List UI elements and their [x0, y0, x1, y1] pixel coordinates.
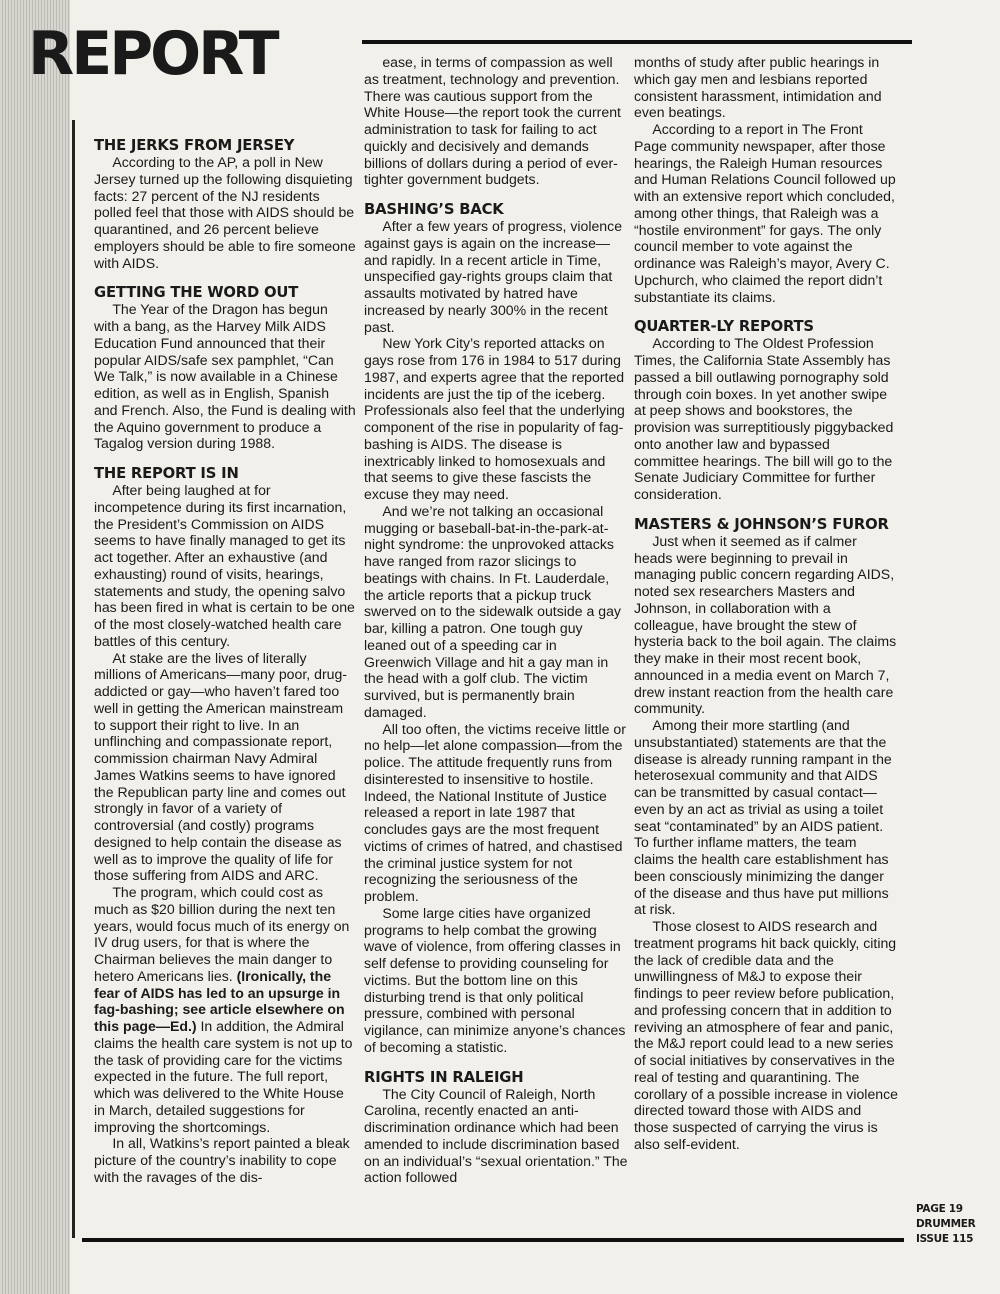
paragraph-text: In addition, the Admiral claims the health care system is not up to the task of providing care for the victims expected in the future. The full report, which was delivered to the White House in March, detailed suggestions for improving the shortcomings. [94, 1018, 353, 1135]
article-paragraph [364, 503, 628, 721]
page-spine-shadow [0, 0, 70, 1294]
article-paragraph [364, 905, 628, 1056]
page-folio [916, 1202, 996, 1247]
paragraph-text: months of study after public hearings in which gay men and lesbians reported consistent harassment, intimidation and even beatings. [634, 54, 882, 121]
paragraph-text: Some large cities have organized programs to help combat the growing wave of violence, from offering classes in self defense to providing counseling for victims. But the bottom line on this disturbing trend is that only political pressure, combined with personal vigilance, can minimize anyone’s chances of becoming a statistic. [364, 904, 626, 1055]
editor-note: (Ironically, the fear of AIDS has led to an upsurge in fag-bashing; see article elsewhere on this page—Ed.) [94, 967, 345, 1034]
paragraph-text: According to a report in The Front Page community newspaper, after those hearings, the Raleigh Human resources and Human Relations Council followed up with an extensive report which concluded, among other things, that Raleigh was a “hostile environment” for gays. The only council member to vote against the ordinance was Raleigh’s mayor, Avery C. Upchurch, who claimed the report didn’t substantiate its claims. [634, 121, 896, 305]
section-heading: QUARTER-LY REPORTS [634, 318, 814, 336]
section-heading: THE JERKS FROM JERSEY [94, 137, 295, 154]
section-heading: MASTERS & JOHNSON’S FUROR [634, 515, 889, 533]
article-paragraph [94, 884, 356, 1135]
section-heading: GETTING THE WORD OUT [94, 284, 299, 302]
paragraph-text: ease, in terms of compassion as well as treatment, technology and prevention. There was cautious support from the White House—the report took the current administration to task for failing to act quickly and decisively and demands billions of dollars during a period of ever-tighter government budgets. [364, 54, 621, 188]
section-gap [94, 271, 356, 284]
article-paragraph [94, 154, 356, 271]
section-gap [364, 1056, 628, 1069]
paragraph-text: In all, Watkins’s report painted a bleak picture of the country’s inability to cope with the ravages of the dis- [94, 1135, 350, 1185]
left-column-rule [72, 120, 75, 1238]
article-paragraph [364, 1086, 628, 1187]
article-paragraph [364, 218, 628, 335]
section-gap [634, 305, 898, 318]
paragraph-text: The program, which could cost as much as $20 billion during the next ten years, would focus much of its energy on IV drug users, for that is where the Chairman believes the main danger to hetero Americans lies. [94, 884, 350, 984]
section-gap [364, 188, 628, 201]
article-column-2 [364, 54, 628, 1186]
article-paragraph [364, 54, 628, 188]
article-column-1 [94, 137, 356, 1186]
top-rule [362, 40, 912, 44]
paragraph-text: The City Council of Raleigh, North Carolina, recently enacted an anti-discrimination ordinance which had been amended to include discrimination based on an individual’s “sexual orientation.” The action followed [364, 1085, 628, 1186]
article-paragraph [634, 54, 898, 121]
article-paragraph [94, 1135, 356, 1185]
article-paragraph [364, 721, 628, 905]
article-paragraph [634, 717, 898, 918]
section-masthead: REPORT [28, 19, 277, 89]
section-gap [634, 503, 898, 516]
article-column-3 [634, 54, 898, 1153]
bottom-rule [82, 1238, 904, 1242]
paragraph-text: The Year of the Dragon has begun with a bang, as the Harvey Milk AIDS Education Fund announced that their popular AIDS/safe sex pamphlet, “Can We Talk,” is now available in a Chinese edition, as well as in English, Spanish and French. Also, the Fund is dealing with the Aquino government to produce a Tagalog version during 1988. [94, 301, 356, 452]
section-gap [94, 452, 356, 465]
magazine-name: DRUMMER [916, 1218, 976, 1230]
paragraph-text: Just when it seemed as if calmer heads were beginning to prevail in managing public concern regarding AIDS, noted sex researchers Masters and Johnson, in collaboration with a colleague, have brought the stew of hysteria back to the boil again. The claims they make in their most recent book, announced in a media event on March 7, drew instant reaction from the health care community. [634, 532, 897, 717]
article-paragraph [634, 918, 898, 1153]
section-heading: BASHING’S BACK [364, 201, 504, 218]
paragraph-text: Those closest to AIDS research and treatment programs hit back quickly, citing the lack of credible data and the unwillingness of M&J to expose their findings to peer review before publication, and professing concern that in addition to reviving an atmosphere of fear and panic, the M&J report could lead to a new series of social initiatives by conservatives in the real of testing and quarantining. The corollary of a possible increase in violence directed toward those with AIDS and those suspected of carrying the virus is also self-evident. [634, 918, 899, 1152]
section-heading: RIGHTS IN RALEIGH [364, 1068, 524, 1086]
article-paragraph [94, 482, 356, 650]
paragraph-text: According to the AP, a poll in New Jersey turned up the following disquieting facts: 27 percent of the NJ residents polled feel that those with AIDS should be quarantined, and 26 percent believe employers should be able to fire someone with AIDS. [94, 154, 356, 271]
article-paragraph [94, 301, 356, 452]
paragraph-text: And we’re not talking an occasional mugging or baseball-bat-in-the-park-at-night syndrome: the unprovoked attacks have ranged from razor slicings to beatings with chains. In Ft. Lauderdale, the article reports that a pickup truck swerved on to the sidewalk outside a gay bar, killing a patron. One tough guy leaned out of a speeding car in Greenwich Village and hit a gay man in the head with a golf club. The victim survived, but is permanently brain damaged. [364, 502, 621, 720]
article-paragraph [634, 335, 898, 503]
article-paragraph [94, 650, 356, 885]
paragraph-text: New York City’s reported attacks on gays rose from 176 in 1984 to 517 during 1987, and experts agree that the reported incidents are just the tip of the iceberg. Professionals also feel that the underlying component of the rise in popularity of fag-bashing is AIDS. The disease is inextricably linked to homosexuals and that seems to give these fascists the excuse they may need. [364, 335, 625, 502]
article-paragraph [634, 533, 898, 717]
issue-number: ISSUE 115 [916, 1233, 974, 1245]
paragraph-text: All too often, the victims receive little or no help—let alone compassion—from the police. The attitude frequently runs from disinterested to insensitive to hostile. Indeed, the National Institute of Justice released a report in late 1987 that concludes gays are the most frequent victims of crimes of hatred, and chastised the criminal justice system for not recognizing the seriousness of the problem. [364, 720, 626, 904]
article-paragraph [634, 121, 898, 305]
page-number: PAGE 19 [916, 1203, 963, 1215]
paragraph-text: After being laughed at for incompetence during its first incarnation, the President’s Commission on AIDS seems to have finally managed to get its act together. After an exhaustive (and exhausting) round of visits, hearings, statements and study, the opening salvo has been fired in what is certain to be one of the most closely-watched health care battles of this century. [94, 482, 355, 649]
article-paragraph [364, 335, 628, 503]
paragraph-text: After a few years of progress, violence against gays is again on the increase—and rapidly. In a recent article in Time, unspecified gay-rights groups claim that assaults motivated by hatred have increased by nearly 300% in the recent past. [364, 218, 623, 335]
paragraph-text: Among their more startling (and unsubstantiated) statements are that the disease is already running rampant in the heterosexual community and that AIDS can be transmitted by casual contact—even by an act as trivial as using a toilet seat “contaminated” by an AIDS patient. To further inflame matters, the team claims the health care establishment has been consciously minimizing the danger of the disease and thus have put millions at risk. [634, 717, 892, 918]
paragraph-text: According to The Oldest Profession Times, the California State Assembly has passed a bill outlawing pornography sold through coin boxes. In yet another swipe at peep shows and bookstores, the provision was surreptitiously piggybacked onto another law and bypassed committee hearings. The bill will go to the Senate Judiciary Committee for further consideration. [634, 335, 894, 502]
paragraph-text: At stake are the lives of literally millions of Americans—many poor, drug-addicted or gay—who haven’t fared too well in getting the American mainstream to support their right to live. In an unflinching and compassionate report, commission chairman Navy Admiral James Watkins seems to have ignored the Republican party line and comes out strongly in favor of a variety of controversial (and costly) programs designed to help contain the disease as well as to improve the quality of life for those suffering from AIDS and ARC. [94, 649, 348, 884]
section-heading: THE REPORT IS IN [94, 465, 239, 482]
